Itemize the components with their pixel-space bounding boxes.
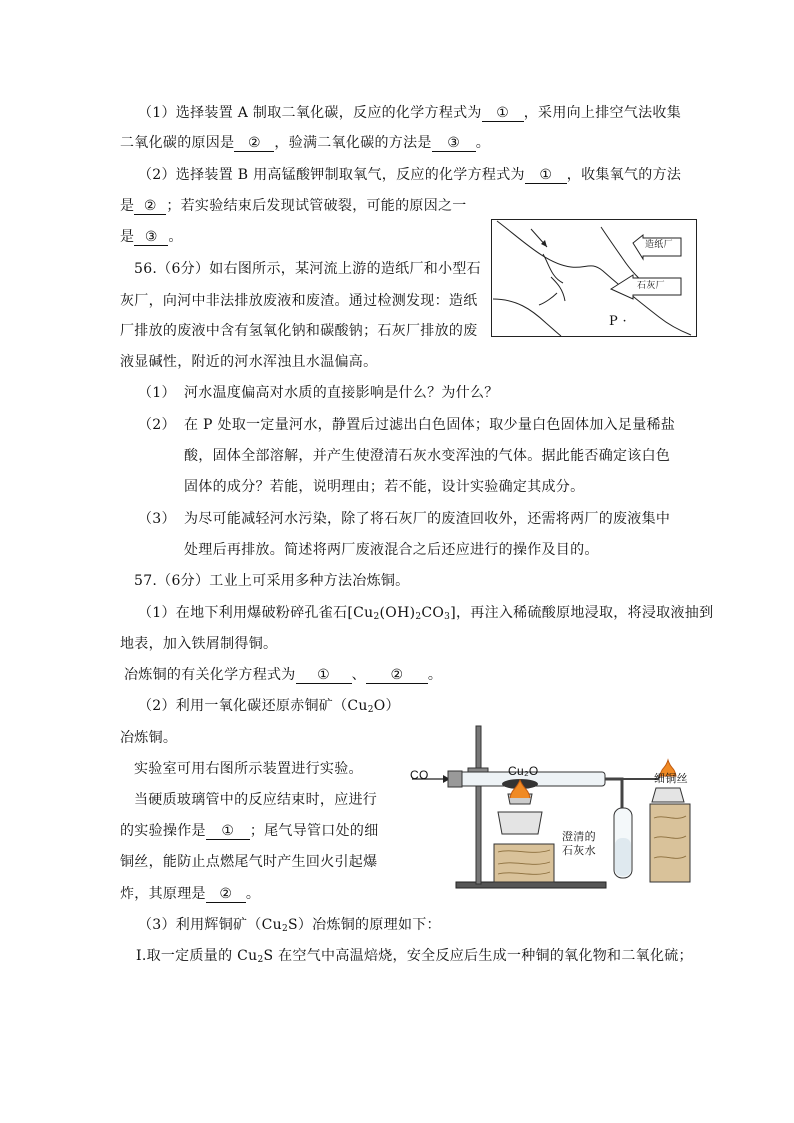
q56-intro-3: 厂排放的废液中含有氢氧化钠和碳酸钠；石灰厂排放的废 (120, 323, 478, 339)
answer-blank[interactable]: ① (525, 167, 567, 184)
answer-blank[interactable]: ② (134, 198, 166, 215)
q56-intro-4: 液显碱性，附近的河水浑浊且水温偏高。 (120, 354, 378, 370)
apparatus-svg (398, 718, 698, 898)
answer-blank[interactable]: ② (206, 886, 246, 903)
river-map-figure (491, 219, 697, 337)
q55-line-1: （1）选择装置 A 制取二氧化碳，反应的化学方程式为 ① ，采用向上排空气法收集 (138, 105, 682, 121)
q57-p3-line-2: Ⅰ.取一定质量的 $Cu_2S$ 在空气中高温焙烧，安全反应后生成一种铜的氧化物和二氧化硫； (136, 948, 693, 965)
q56-sub2-line-2: 酸，固体全部溶解，并产生使澄清石灰水变浑浊的气体。据此能否确定该白色 (184, 448, 671, 464)
q57-p1-line-1: （1）在地下利用爆破粉碎孔雀石$[Cu_2(OH)_2CO_3]$，再注入稀硫酸原地浸取，将浸取液抽到 (138, 605, 714, 622)
q56-sub3-number: （3） (138, 511, 176, 527)
q56-sub1-number: （1） (138, 385, 176, 401)
apparatus-label-limewater-2: 石灰水 (562, 844, 596, 857)
map-label-p: P · (609, 314, 627, 329)
q56-sub3-line-1: 为尽可能减轻河水污染，除了将石灰厂的废渣回收外，还需将两厂的废液集中 (184, 511, 671, 527)
q56-intro-1: 56.（6分）如右图所示，某河流上游的造纸厂和小型石 (134, 261, 481, 277)
answer-blank[interactable]: ③ (134, 229, 168, 246)
answer-blank[interactable]: ② (234, 135, 274, 152)
answer-blank[interactable]: ③ (432, 135, 476, 152)
q56-sub2-line-1: 在 P 处取一定量河水，静置后过滤出白色固体；取少量白色固体加入足量稀盐 (184, 417, 676, 433)
q57-intro: 57.（6分）工业上可采用多种方法冶炼铜。 (134, 573, 410, 589)
map-label-paper-mill: 造纸厂 (645, 240, 673, 250)
answer-blank[interactable]: ① (296, 667, 352, 684)
q57-p2-line-3: 实验室可用右图所示装置进行实验。 (134, 761, 363, 777)
q57-p2-line-1: （2）利用一氧化碳还原赤铜矿$(Cu_2O)$ (138, 698, 400, 715)
q57-p2-line-2: 冶炼铜。 (120, 730, 178, 746)
q56-sub3-line-2: 处理后再排放。简述将两厂废液混合之后还应进行的操作及目的。 (184, 542, 599, 558)
answer-blank[interactable]: ① (206, 823, 250, 840)
q56-sub2-number: （2） (138, 417, 176, 433)
q57-p1-line-3: 冶炼铜的有关化学方程式为 ① 、 ② 。 (124, 667, 443, 683)
map-label-lime-plant: 石灰厂 (637, 281, 665, 291)
q57-p2-line-5: 的实验操作是 ① ；尾气导管口处的细 (120, 823, 379, 839)
q55-line-5: 是 ③ 。 (120, 229, 183, 245)
q57-p3-line-1: （3）利用辉铜矿$(Cu_2S)$冶炼铜的原理如下： (138, 917, 441, 934)
answer-blank[interactable]: ② (366, 667, 428, 684)
apparatus-label-cu2o: Cu₂O (508, 764, 539, 778)
apparatus-label-co: CO (410, 768, 429, 782)
q55-line-2: 二氧化碳的原因是 ② ，验满二氧化碳的方法是 ③ 。 (120, 135, 491, 151)
co-reduction-apparatus-figure (398, 718, 698, 898)
river-map-svg (491, 219, 697, 337)
q57-p2-line-4: 当硬质玻璃管中的反应结束时，应进行 (134, 792, 378, 808)
apparatus-label-limewater-1: 澄清的 (562, 830, 596, 843)
q55-line-3: （2）选择装置 B 用高锰酸钾制取氧气，反应的化学方程式为 ① ，收集氧气的方法 (138, 167, 682, 183)
apparatus-label-copper-wire: 细铜丝 (654, 772, 688, 785)
q57-p1-line-2: 地表，加入铁屑制得铜。 (120, 636, 278, 652)
q57-p2-line-6: 铜丝，能防止点燃尾气时产生回火引起爆 (120, 854, 378, 870)
q57-p2-line-7: 炸，其原理是 ② 。 (120, 886, 261, 902)
q56-sub2-line-3: 固体的成分？若能，说明理由；若不能，设计实验确定其成分。 (184, 479, 585, 495)
q56-intro-2: 灰厂，向河中非法排放废液和废渣。通过检测发现：造纸 (120, 293, 478, 309)
answer-blank[interactable]: ① (482, 105, 524, 122)
q55-line-4: 是 ② ；若实验结束后发现试管破裂，可能的原因之一 (120, 198, 467, 214)
q56-sub1-text: 河水温度偏高对水质的直接影响是什么？为什么？ (184, 385, 499, 401)
